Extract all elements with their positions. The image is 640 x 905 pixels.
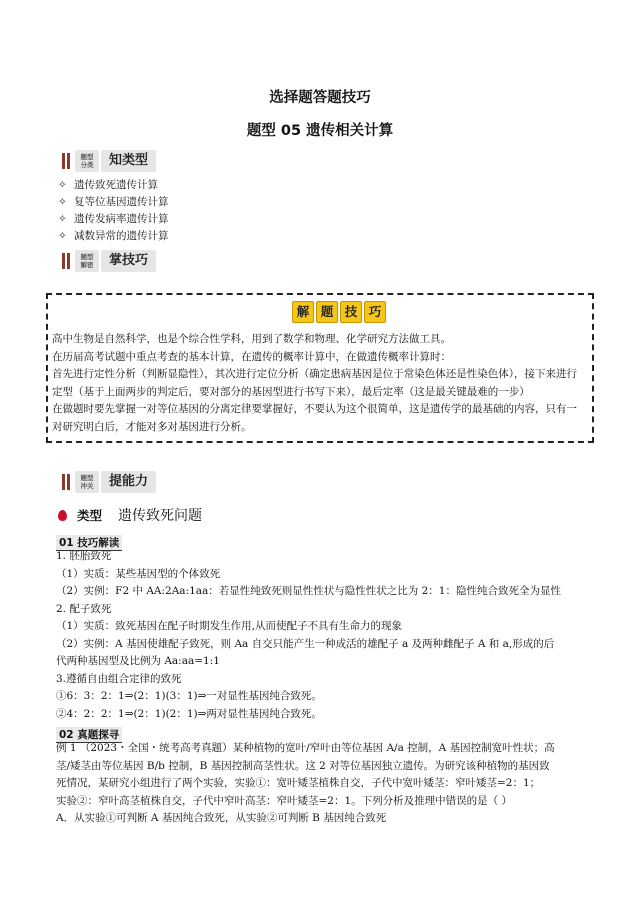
- list-item: ✧ 遗传发病率遗传计算: [58, 211, 169, 228]
- diamond-bullet-icon: ✧: [58, 179, 67, 191]
- subhead-label: 01 技巧解读: [56, 535, 122, 551]
- paragraph-line: ②4：2：2：1⇒(2：1)(2：1)⇒两对显性基因纯合致死。: [56, 707, 322, 720]
- page-subtitle: 题型 05 遗传相关计算: [246, 123, 394, 139]
- paragraph-line: （2）实例：A 基因使雄配子致死，则 Aa 自交只能产生一种成活的雄配子 a 及两种雌配子 A 和 a,形成的后: [56, 637, 555, 650]
- red-drop-icon: [58, 510, 67, 521]
- paragraph-line: （1）实质：某些基因型的个体致死: [56, 567, 221, 580]
- bar-icon: [62, 253, 65, 269]
- type-title: 遗传致死问题: [118, 508, 203, 524]
- paragraph-line: 在历届高考试题中重点考查的基本计算，在遗传的概率计算中，在做遗传概率计算时：: [52, 350, 451, 363]
- subhead-label: 02 真题探寻: [56, 727, 122, 743]
- tips-box: [46, 293, 594, 443]
- page-title: 选择题答题技巧: [269, 90, 371, 106]
- paragraph-line: 首先进行定性分析（判断显隐性），其次进行定位分析（确定患病基因是位于常染色体还是性染色体），接下来进行: [52, 368, 577, 380]
- bar-icon: [62, 474, 65, 490]
- paragraph-line: 2. 配子致死: [56, 602, 112, 615]
- paragraph-line: ①6：3：2：1⇒(2：1)(3：1)⇒一对显性基因纯合致死。: [56, 690, 322, 702]
- bar-icon: [67, 253, 70, 269]
- paragraph-line: 死情况，某研究小组进行了两个实验，实验①：宽叶矮茎植株自交，子代中宽叶矮茎：窄叶矮茎=2：1；: [56, 777, 541, 789]
- paragraph-line: 1. 胚胎致死: [56, 550, 112, 562]
- section-header-ability: [62, 470, 156, 494]
- bar-icon: [62, 153, 65, 169]
- section-label: 提能力: [101, 471, 156, 493]
- paragraph-line: 例 1 （2023・全国・统考高考真题）某种植物的宽叶/窄叶由等位基因 A/a 控制，A 基因控制宽叶性状；高: [56, 742, 555, 754]
- paragraph-line: （2）实例：F2 中 AA:2Aa:1aa：若显性纯致死则显性性状与隐性性状之比为 2：1：隐性纯合致死全为显性: [56, 585, 561, 597]
- bar-icon: [67, 153, 70, 169]
- diamond-bullet-icon: ✧: [58, 196, 67, 208]
- section-header-know: [62, 149, 156, 173]
- bar-icon: [67, 474, 70, 490]
- section-label: 知类型: [101, 150, 156, 172]
- tips-title-char: 技: [340, 301, 362, 323]
- list-item: ✧ 复等位基因遗传计算: [58, 194, 169, 211]
- paragraph-line: 对研究明白后，才能对多对基因进行分析。: [52, 420, 252, 433]
- tips-text: [52, 331, 597, 436]
- paragraph-line: 代两种基因型及比例为 Aa:aa=1:1: [56, 655, 220, 667]
- paragraph-line: 3.遵循自由组合定律的致死: [56, 672, 182, 685]
- section-badge: 题型 冲关: [75, 471, 99, 493]
- list-item: ✧ 遗传致死遗传计算: [58, 177, 158, 194]
- tips-title: [292, 301, 386, 323]
- section-label: 掌技巧: [101, 250, 156, 272]
- tips-title-char: 巧: [364, 301, 386, 323]
- content-block-2: [56, 740, 616, 828]
- diamond-bullet-icon: ✧: [58, 230, 67, 242]
- paragraph-line: 定型（基于上面两步的判定后，要对部分的基因型进行书写下来），最后定率（这是最关键最难的一步）: [52, 385, 530, 398]
- type-heading: [58, 505, 202, 525]
- section-badge: 题型 解密: [75, 250, 99, 272]
- tips-title-char: 解: [292, 301, 314, 323]
- paragraph-line: 茎/矮茎由等位基因 B/b 控制，B 基因控制高茎性状。这 2 对等位基因独立遗传。为研究该种植物的基因致: [56, 759, 550, 772]
- section-badge: 题型 分类: [75, 150, 99, 172]
- paragraph-line: 在做题时要先掌握一对等位基因的分离定律要掌握好，不要认为这个很简单，这是遗传学的最基础的内容，只有一: [52, 403, 577, 415]
- paragraph-line: 实验②：窄叶高茎植株自交，子代中窄叶高茎：窄叶矮茎=2：1。下列分析及推理中错误的是（ ）: [56, 794, 512, 807]
- list-item: ✧ 减数异常的遗传计算: [58, 228, 169, 245]
- tips-title-char: 题: [316, 301, 338, 323]
- content-block-1: [56, 548, 616, 723]
- paragraph-line: 高中生物是自然科学，也是个综合性学科，用到了数学和物理、化学研究方法做工具。: [52, 333, 451, 345]
- type-prefix: 类型: [77, 508, 103, 523]
- section-header-skill: [62, 249, 156, 273]
- paragraph-line: A．从实验①可判断 A 基因纯合致死，从实验②可判断 B 基因纯合致死: [56, 812, 387, 824]
- diamond-bullet-icon: ✧: [58, 213, 67, 225]
- paragraph-line: （1）实质：致死基因在配子时期发生作用,从而使配子不具有生命力的现象: [56, 620, 403, 632]
